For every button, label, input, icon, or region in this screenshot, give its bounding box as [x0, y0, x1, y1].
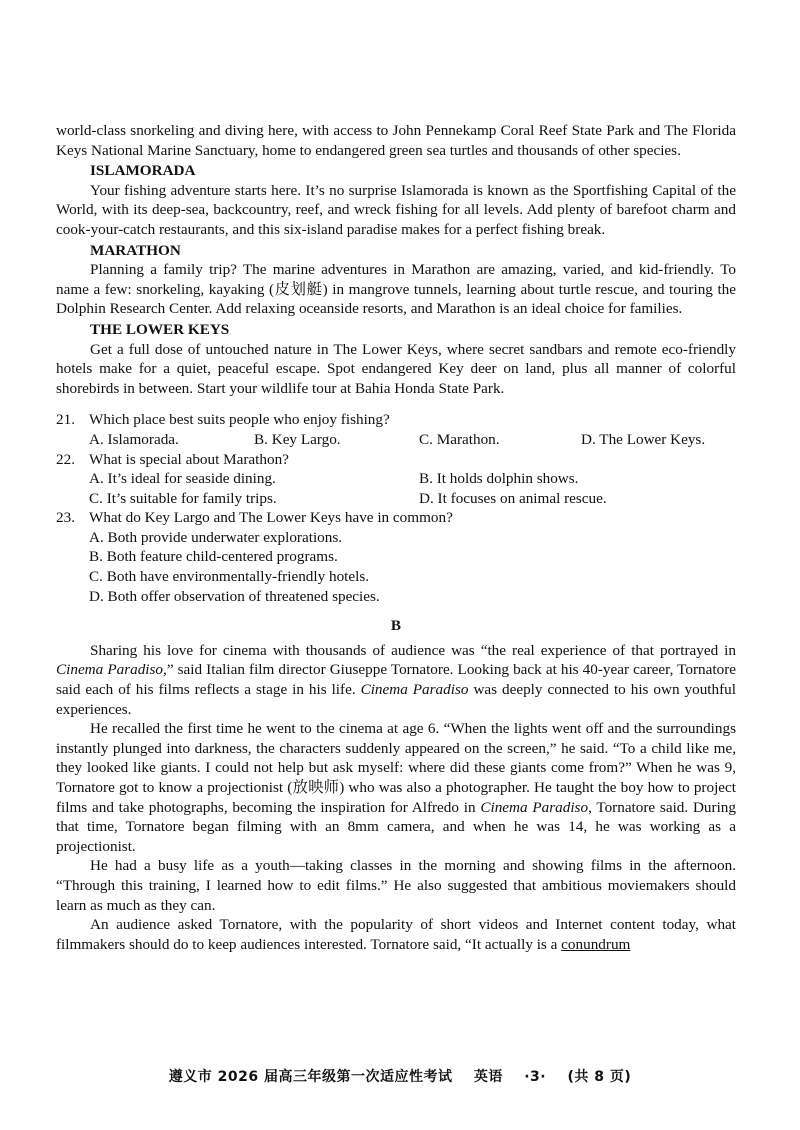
section-lower-keys	[56, 320, 736, 398]
passage-b-paragraph-2: He recalled the first time he went to the cinema at age 6. “When the lights went off and the surroundings instantly plunged into darkness, the characters suddenly appeared on the screen,” he said. “To a child like me, they looked like giants. I could not help but ask myself: where did these giants come from?” When he was 9, Tornatore got to know a projectionist (放映师) who was also a photographer. He taught the boy how to project films and take photographs, becoming the inspiration for Alfredo in Cinema Paradiso, Tornatore said. During that time, Tornatore began filming with an 8mm camera, and when he was 14, he was working as a projectionist.	[56, 720, 736, 855]
film-title: Cinema Paradiso	[56, 661, 164, 679]
section-islamorada	[56, 161, 736, 239]
passage-b-paragraph-3: He had a busy life as a youth—taking classes in the morning and showing films in the afternoon. “Through this training, I learned how to edit films.” He also suggested that ambitious moviemakers should learn as much as they can.	[56, 857, 736, 914]
film-title: Cinema Paradiso	[480, 798, 589, 816]
section-text: Planning a family trip? The marine adventures in Marathon are amazing, varied, and kid-friendly. To name a few: snorkeling, kayaking (皮划艇) in mangrove tunnels, learning about turtle rescue, and touring the Dolphin Research Center. Add relaxing oceanside resorts, and Marathon is an ideal choice for families.	[56, 261, 736, 318]
page-footer	[0, 1068, 800, 1088]
section-heading: MARATHON	[90, 241, 181, 259]
passage-b-title: B	[390, 617, 402, 635]
question-21	[56, 410, 736, 449]
section-text: Get a full dose of untouched nature in The Lower Keys, where secret sandbars and remote eco-friendly hotels make for a quiet, peaceful escape. Spot endangered Key deer on land, plus all manner of colorful shorebirds in between. Start your wildlife tour at Bahia Honda State Park.	[56, 340, 736, 397]
option-d: D. The Lower Keys.	[581, 430, 706, 448]
question-stem: What is special about Marathon?	[89, 450, 289, 468]
section-marathon	[56, 241, 736, 319]
question-number: 22.	[56, 450, 75, 468]
question-22	[56, 450, 736, 509]
passage-b-paragraph-4: An audience asked Tornatore, with the popularity of short videos and Internet content today, what filmmakers should do to keep audiences interested. Tornatore said, “It actually is a conundrum	[56, 916, 736, 953]
subject-name: 英语	[473, 1069, 503, 1085]
option-c: C. Both have environmentally-friendly hotels.	[89, 568, 370, 586]
option-c: C. It’s suitable for family trips.	[89, 489, 277, 507]
option-b: B. Key Largo.	[254, 430, 341, 448]
underlined-word: conundrum	[561, 935, 631, 953]
question-stem: Which place best suits people who enjoy fishing?	[89, 411, 390, 429]
option-d: D. Both offer observation of threatened species.	[89, 587, 380, 605]
question-list	[56, 410, 736, 606]
option-d: D. It focuses on animal rescue.	[419, 489, 607, 507]
option-b: B. Both feature child-centered programs.	[89, 548, 338, 566]
section-heading: THE LOWER KEYS	[90, 320, 230, 338]
option-a: A. It’s ideal for seaside dining.	[89, 470, 276, 488]
section-text: Your fishing adventure starts here. It’s no surprise Islamorada is known as the Sportfishing Capital of the World, with its deep-sea, backcountry, reef, and wreck fishing for all levels. Add plenty of barefoot charm and cook-your-catch restaurants, and this six-island paradise makes for a perfect fishing break.	[56, 181, 736, 238]
option-b: B. It holds dolphin shows.	[419, 470, 579, 488]
page-number: ·3·	[524, 1069, 547, 1085]
question-number: 23.	[56, 509, 75, 527]
key-largo-continuation: world-class snorkeling and diving here, with access to John Pennekamp Coral Reef State Park and The Florida Keys National Marine Sanctuary, home to endangered green sea turtles and thousands of other species.	[56, 122, 736, 159]
film-title: Cinema Paradiso	[360, 681, 469, 699]
question-number: 21.	[56, 411, 75, 429]
option-grid	[56, 469, 736, 508]
passage-b-paragraph-1: Sharing his love for cinema with thousands of audience was “the real experience of that portrayed in Cinema Paradiso,” said Italian film director Giuseppe Tornatore. Looking back at his 40-year career, Tornatore said each of his films reflects a stage in his life. Cinema Paradiso was deeply connected to his own youthful experiences.	[56, 641, 736, 718]
exam-name: 遵义市 2026 届高三年级第一次适应性考试	[168, 1069, 453, 1085]
option-a: A. Islamorada.	[89, 430, 179, 448]
question-23	[56, 508, 736, 606]
question-stem: What do Key Largo and The Lower Keys have in common?	[89, 509, 453, 527]
section-heading: ISLAMORADA	[90, 162, 196, 180]
page-total: (共 8 页)	[567, 1069, 632, 1085]
option-row	[56, 430, 736, 450]
option-c: C. Marathon.	[419, 430, 500, 448]
option-a: A. Both provide underwater explorations.	[89, 528, 343, 546]
